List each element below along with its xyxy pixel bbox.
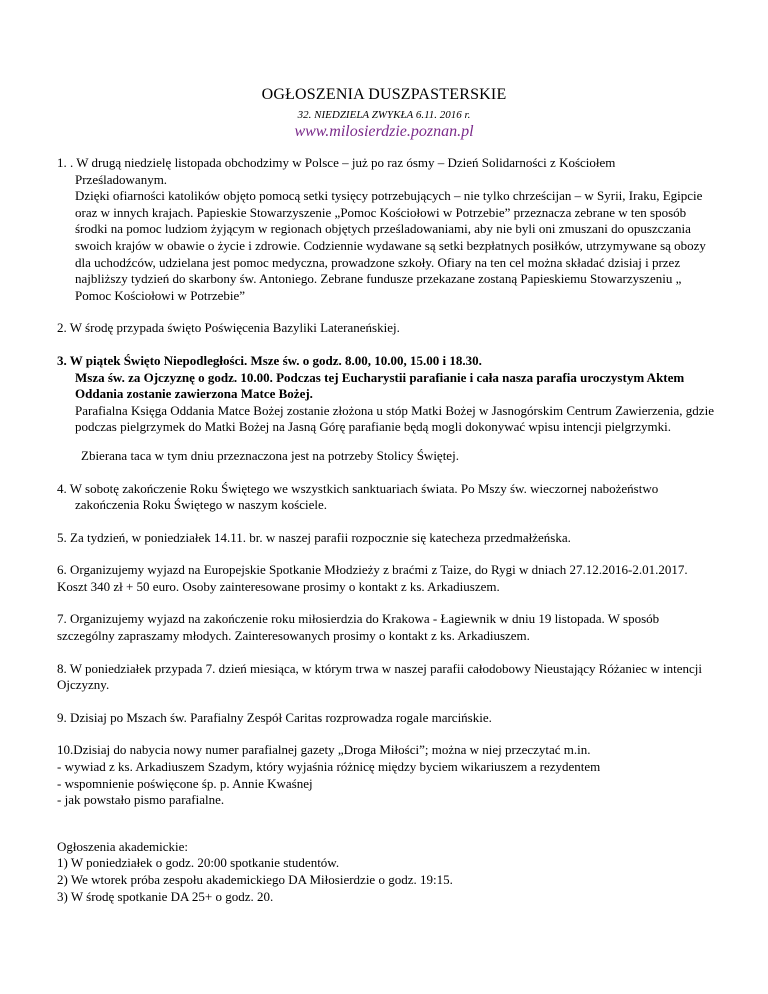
academic-heading: Ogłoszenia akademickie: [57,838,189,854]
announcement-6-text: 6. Organizujemy wyjazd na Europejskie Spotkanie Młodzieży z braćmi z Taize, do Rygi w dniach 27.12.2016-2.01.2017. Koszt 340 zł + 50 euro. Osoby zainteresowane prosimy o kontakt z ks. Arkadiuszem. [57,562,688,594]
announcement-3 [57,353,717,465]
announcement-2 [57,320,717,337]
page-subtitle: 32. NIEDZIELA ZWYKŁA 6.11. 2016 r. [297,109,471,121]
announcement-6 [57,562,717,595]
academic-item-3: 3) W środę spotkanie DA 25+ o godz. 20. [57,888,274,904]
announcement-10-line-3: - jak powstało pismo parafialne. [57,792,225,808]
announcement-1-lead: 1. . W drugą niedzielę listopada obchodzimy w Polsce – już po raz ósmy – Dzień Solidarności z Kościołem [57,155,616,170]
announcement-4-cont: zakończenia Roku Świętego w naszym kościele. [75,497,327,513]
announcement-9-text: 9. Dzisiaj po Mszach św. Parafialny Zespół Caritas rozprowadza rogale marcińskie. [57,709,492,725]
announcement-4-lead: 4. W sobotę zakończenie Roku Świętego we wszystkich sanktuariach świata. Po Mszy św. wieczornej nabożeństwo [57,480,659,496]
website-link[interactable]: www.milosierdzie.poznan.pl [294,123,474,140]
announcement-1 [57,155,717,304]
announcement-3-bold: Msza św. za Ojczyznę o godz. 10.00. Podczas tej Eucharystii parafianie i cała nasza parafia uroczystym Aktem Oddania zostanie zawierzona Matce Bożej. [75,369,685,402]
announcement-10-line-1: - wywiad z ks. Arkadiuszem Szadym, który wyjaśnia różnicę między byciem wikariuszem a rezydentem [57,759,601,775]
academic-item-1: 1) W poniedziałek o godz. 20:00 spotkanie studentów. [57,855,340,871]
academic-announcements [57,839,717,905]
announcement-8 [57,661,717,694]
academic-item-2: 2) We wtorek próba zespołu akademickiego DA Miłosierdzie o godz. 19:15. [57,872,453,887]
announcement-5-text: 5. Za tydzień, w poniedziałek 14.11. br. w naszej parafii rozpocznie się katecheza przedmałżeńska. [57,529,571,545]
announcement-4 [57,481,717,514]
announcement-3-taca: Zbierana taca w tym dniu przeznaczona jest na potrzeby Stolicy Świętej. [81,447,459,463]
announcement-2-text: 2. W środę przypada święto Poświęcenia Bazyliki Lateraneńskiej. [57,320,400,336]
announcement-10-line-2: - wspomnienie poświęcone śp. p. Annie Kwaśnej [57,775,313,791]
announcement-10-lead: 10.Dzisiaj do nabycia nowy numer parafialnej gazety „Droga Miłości”; można w niej przeczytać m.in. [57,742,591,758]
announcement-5 [57,530,717,547]
announcement-3-lead: 3. W piątek Święto Niepodległości. Msze św. o godz. 8.00, 10.00, 15.00 i 18.30. [57,352,482,368]
announcement-3-body: Parafialna Księga Oddania Matce Bożej zostanie złożona u stóp Matki Bożej w Jasnogórskim Centrum Zawierzenia, gdzie podczas pielgrzymek do Matki Bożej na Jasną Górę parafianie będą mogli dokonywać wpisu intencji pielgrzymki. [75,402,714,435]
announcement-7 [57,611,717,644]
announcement-8-text: 8. W poniedziałek przypada 7. dzień miesiąca, w którym trwa w naszej parafii całodobowy Nieustający Różaniec w intencji Ojczyzny. [57,660,702,693]
announcement-1-body: Dzięki ofiarności katolików objęto pomocą setki tysięcy potrzebujących – nie tylko chrześcijan – w Syrii, Iraku, Egipcie oraz w innych krajach. Papieskie Stowarzyszenie „Pomoc Kościołowi w Potrzebie” przeznacza zebrane w ten sposób środki na pomoc ludziom żyjącym w regionach objętych prześladowaniami, aby nie byli oni zmuszani do opuszczania swoich krajów w obawie o życie i zdrowie. Codziennie wydawane są setki bezpłatnych posiłków, utrzymywane są obozy dla uchodźców, udzielana jest pomoc medyczna, prowadzone szkoły. Ofiary na ten cel można składać dzisiaj i przez najbliższy tydzień do skarbony św. Antoniego. Zebrane fundusze przekazane zostaną Papieskiemu Stowarzyszeniu „ Pomoc Kościołowi w Potrzebie” [75,188,706,303]
announcement-10 [57,742,717,808]
announcement-1-cont: Prześladowanym. [75,171,168,187]
page-title: OGŁOSZENIA DUSZPASTERSKIE [261,86,507,103]
announcement-7-text: 7. Organizujemy wyjazd na zakończenie roku miłosierdzia do Krakowa - Łagiewnik w dniu 19 listopada. W sposób szczególny zapraszamy młodych. Zainteresowanych prosimy o kontakt z ks. Arkadiuszem. [57,611,660,644]
announcement-9 [57,710,717,727]
announcements [57,155,717,905]
